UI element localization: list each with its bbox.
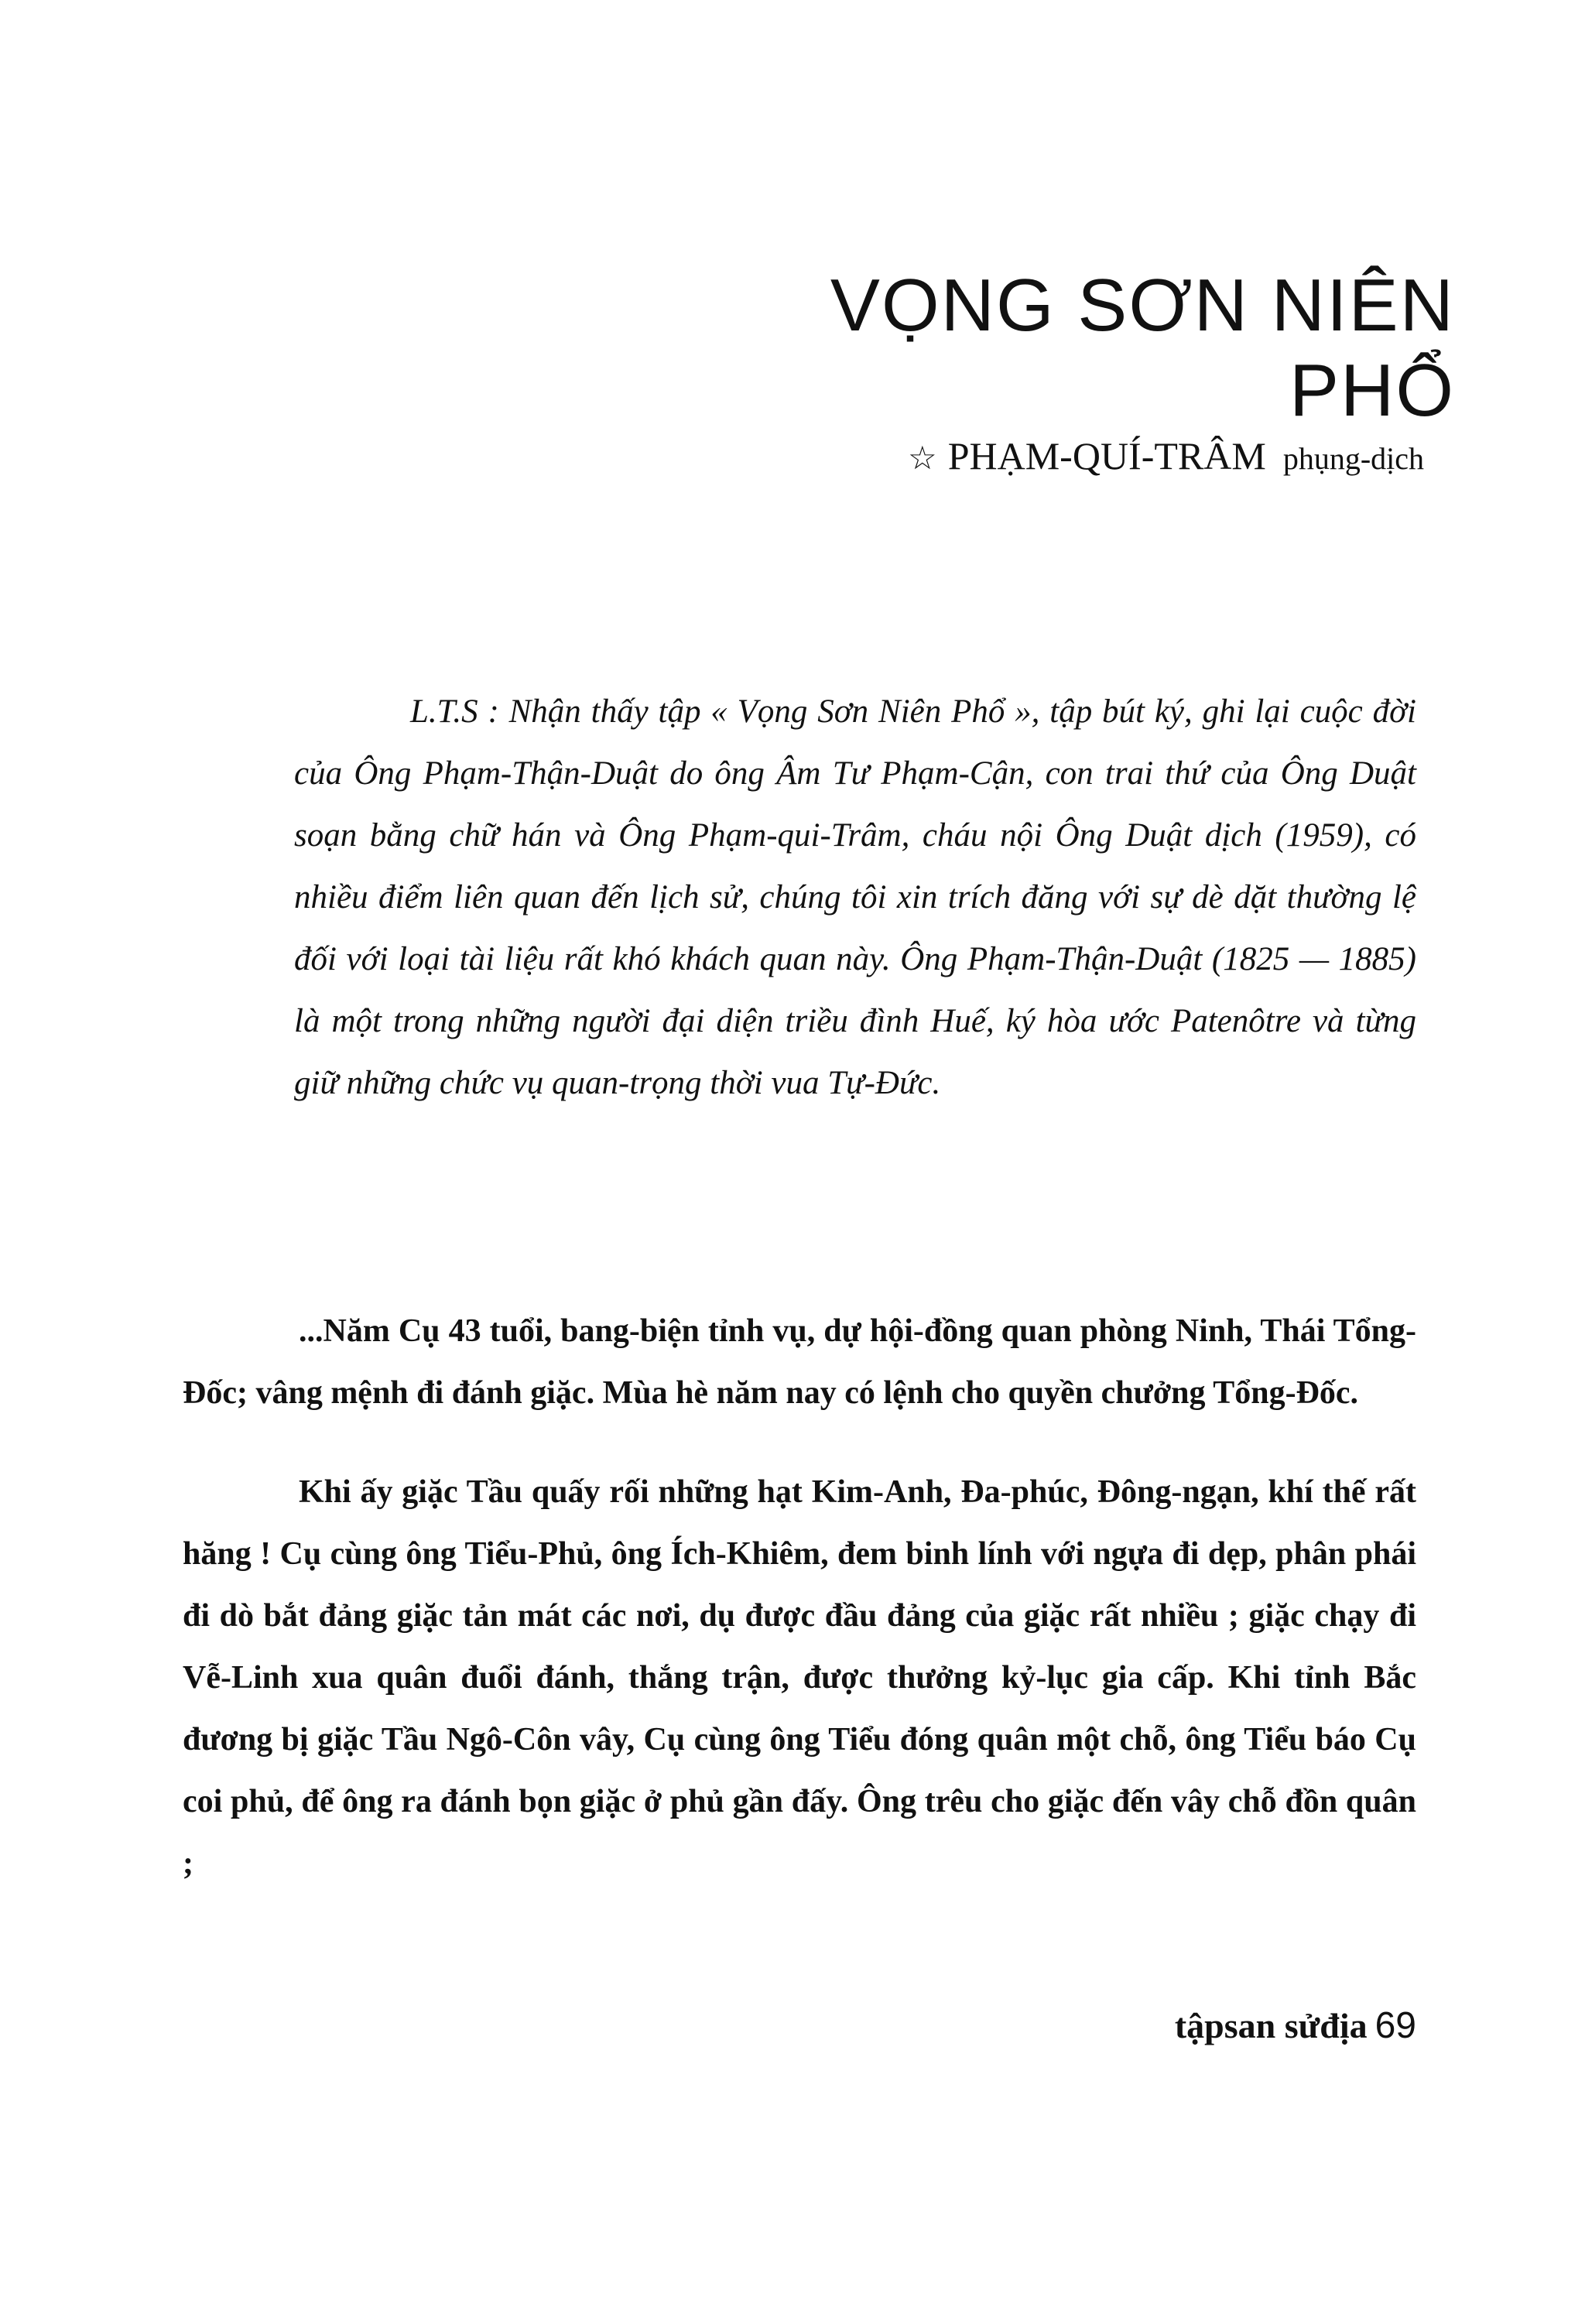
editor-note-text: L.T.S : Nhận thấy tập « Vọng Sơn Niên Phổ », tập bút ký, ghi lại cuộc đời của Ông Phạm-Thận-Duật do ông Âm Tư Phạm-Cận, con trai thứ của Ông Duật soạn bằng chữ hán và Ông Phạm-qui-Trâm, cháu nội Ông Duật dịch (1959), có nhiều điểm liên quan đến lịch sử, chúng tôi xin trích đăng với sự dè dặt thường lệ đối với loại tài liệu rất khó khách quan này. Ông Phạm-Thận-Duật (1825 — 1885) là một trong những người đại diện triều đình Huế, ký hòa ước Patenôtre và từng giữ những chức vụ quan-trọng thời vua Tự-Đức. (294, 693, 1416, 1101)
article-body (183, 1300, 1416, 1932)
author-name: PHẠM-QUÍ-TRÂM (947, 434, 1266, 477)
editor-note (294, 681, 1416, 1114)
author-byline (697, 433, 1424, 478)
star-icon: ☆ (908, 439, 937, 477)
author-role: phụng-dịch (1282, 441, 1424, 476)
page-number: 69 (1374, 2005, 1416, 2046)
publication-name: tậpsan sửđịa (1174, 2006, 1368, 2045)
body-paragraph: Khi ấy giặc Tầu quấy rối những hạt Kim-Anh, Đa-phúc, Đông-ngạn, khí thế rất hăng ! Cụ cùng ông Tiểu-Phủ, ông Ích-Khiêm, đem binh lính với ngựa đi dẹp, phân phái đi dò bắt đảng giặc tản mát các nơi, dụ được đầu đảng của giặc rất nhiều ; giặc chạy đi Vễ-Linh xua quân đuổi đánh, thắng trận, được thưởng kỷ-lục gia cấp. Khi tỉnh Bắc đương bị giặc Tầu Ngô-Côn vây, Cụ cùng ông Tiểu đóng quân một chỗ, ông Tiểu báo Cụ coi phủ, để ông ra đánh bọn giặc ở phủ gần đấy. Ông trêu cho giặc đến vây chỗ đồn quân ; (183, 1474, 1416, 1881)
article-title: VỌNG SƠN NIÊN PHỔ (830, 264, 1455, 432)
page-footer (1006, 2004, 1416, 2047)
body-paragraph: ...Năm Cụ 43 tuổi, bang-biện tỉnh vụ, dự hội-đồng quan phòng Ninh, Thái Tổng-Đốc; vâng mệnh đi đánh giặc. Mùa hè năm nay có lệnh cho quyền chưởng Tổng-Đốc. (183, 1313, 1416, 1411)
